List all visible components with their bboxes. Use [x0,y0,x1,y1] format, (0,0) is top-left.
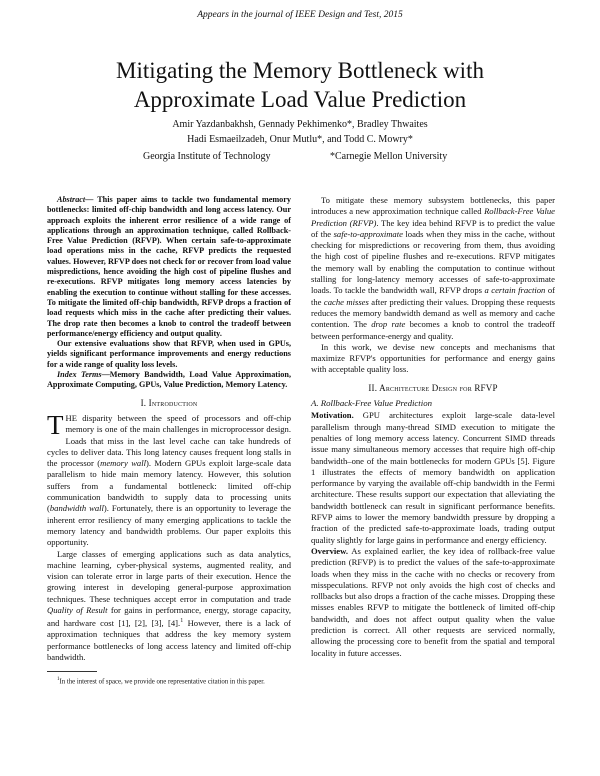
left-column [47,195,291,687]
index-terms-text: —Memory Bandwidth, Load Value Approximation, Approximate Computing, GPUs, Value Prediction, Memory Latency. [47,370,291,390]
body-text: becomes a knob to control the tradeoff between performance-energy and quality. [311,319,555,341]
intro-text: ). Fortunately, there is an opportunity to leverage the inherent error resiliency of many emerging applications to tackle the memory latency and bandwidth problems. Our paper exploits this opportunity. [47,503,291,548]
authors-line-2: Hadi Esmaeilzadeh, Onur Mutlu*, and Todd C. Mowry* [187,134,413,145]
subsection-heading-rfvp: A. Rollback-Free Value Prediction [311,398,432,409]
title-line-1: Mitigating the Memory Bottleneck with [116,58,484,83]
intro-text: HE disparity between the speed of processors and off-chip memory is one of the main challenges in microprocessor design. Loads that miss in the last level cache can take hundreds of cycles to deliver data. This long latency causes frequent long stalls in the processor ( [47,412,291,469]
emph-bandwidth-wall: bandwidth wall [49,503,104,514]
footnote [47,675,291,686]
intro-text: ). Modern GPUs exploit large-scale data parallelism to hide main memory latency. However, this solution suffers from a fundamental bottleneck: limited off-chip communication bandwidth to supply data to processing units ( [47,458,292,514]
emph-cache-misses: cache misses [323,296,369,307]
body-text: As explained earlier, the key idea of rollback-free value prediction (RFVP) is to predict the values of the safe-to-approximate loads when they miss in the cache with no checks or recovery from misspeculations. RFVP not only avoids the high cost of checks and rollbacks but also drops a fraction of the cache misses. Dropping these misses enables RFVP to mitigate the bottleneck of limited off-chip bandwidth, and does not affect output quality when the value prediction is correct. All other requests are serviced normally, allowing the processing core to benefit from the spatial and temporal locality in future accesses. [311,545,555,658]
intro-text: for gains in performance, energy, storage capacity, and hardware cost [1], [2], [3], [4]. [47,604,291,629]
title-line-2: Approximate Load Value Prediction [133,87,467,112]
emph-rfvp: Rollback-Free Value Prediction (RFVP) [311,206,555,228]
emph-certain-fraction: a certain fraction [484,285,546,296]
affiliation-cmu: *Carnegie Mellon University [330,151,448,162]
journal-header: Appears in the journal of IEEE Design and Test, 2015 [197,10,403,20]
right-paragraph-1 [311,195,555,342]
intro-text: Large classes of emerging applications such as data analytics, machine learning, cyber-physical systems, augmented reality, and vision can tolerate error in large parts of their execution. Hence the growing interest in developing general-purpose approximation techniques. These techniques accept error in computation and trade [47,548,291,604]
right-column [311,195,555,659]
footnote-ref: 1 [180,618,184,625]
intro-paragraph-1 [47,409,292,549]
emph-memory-wall: memory wall [100,458,146,469]
authors-line-1: Amir Yazdanbakhsh, Gennady Pekhimenko*, Bradley Thwaites [172,119,428,130]
intro-text: However, there is a lack of approximation techniques that address the key memory system performance bottlenecks of long access latency and limited off-chip bandwidth. [47,618,291,663]
body-text: . The key idea behind RFVP is to predict the value of the [311,217,555,239]
motivation-lead: Motivation. [311,410,354,421]
intro-paragraph-2 [47,549,291,664]
emph-safe-to-approximate: safe-to-approximate [333,228,403,239]
emph-drop-rate: drop rate [371,319,406,330]
emph-quality-of-result: Quality of Result [47,604,108,615]
abstract-paragraph-2: Our extensive evaluations show that RFVP, when used in GPUs, yields significant performance improvements and energy reductions for a wide range of quality loss levels. [47,339,291,369]
footnote-text: In the interest of space, we provide one representative citation in this paper. [59,678,265,686]
footnote-divider [47,671,97,672]
motivation-paragraph [311,410,555,546]
section-heading-architecture: II. Architecture Design for RFVP [368,382,498,393]
body-text: of the [311,285,556,307]
drop-cap: T [47,409,64,440]
body-text: To mitigate these memory subsystem bottlenecks, this paper introduces a new approximation technique called [311,195,555,217]
footnote-mark: 1 [57,677,60,683]
abstract-paragraph [47,195,291,339]
body-text: after predicting their values. Dropping these requests reduces the memory bandwidth demand as well as memory and cache contention. The [311,296,555,330]
author-list [60,117,540,147]
overview-lead: Overview. [311,545,348,556]
body-text: GPU architectures exploit large-scale data-level parallelism through many-thread SIMD execution to mitigate the penalties of long memory access latency. Concurrent SIMD threads issue many simultaneous memory accesses that require high off-chip bandwidth–one of the main bottlenecks for modern GPUs [5]. Figure 1 illustrates the effects of memory bandwidth on application performance by varying the available off-chip bandwidth in the Fermi architecture. These results support our expectation that alleviating the bandwidth bottleneck can result in significant performance benefits. RFVP aims to lower the memory bandwidth pressure by dropping a fraction of the predicted safe-to-approximate loads, trading output quality slightly for large gains in performance and energy efficiency. [311,410,555,545]
index-terms-lead: Index Terms [57,370,102,380]
paper-title [40,56,560,114]
affiliation-georgia-tech: Georgia Institute of Technology [143,151,271,162]
overview-paragraph [311,546,555,659]
abstract-text: This paper aims to tackle two fundamental memory bottlenecks: limited off-chip bandwidth and long access latency. Our approach exploits the inherent error resilience of a wide range of applications through an approximation technique, called Rollback-Free Value Prediction (RFVP). When certain safe-to-approximate load operations miss in the cache, RFVP predicts the requested values. However, RFVP does not check for or recover from load value mispredictions, hence avoiding the high cost of pipeline flushes and re-executions. RFVP mitigates long memory access latencies by enabling the execution to continue without stalling for these accesses. To mitigate the limited off-chip bandwidth, RFVP drops a fraction of load requests which miss in the cache after predicting their values. The drop rate then becomes a knob to control the tradeoff between performance/energy efficiency and output quality. [47,195,291,338]
abstract-lead: Abstract— [57,195,94,204]
body-text: loads when they miss in the cache, without checking for mispredictions or recovering from them, thus avoiding the high cost of pipeline flushes and re-executions. RFVP mitigates the memory wall by enabling the computation to continue without stalling for long-latency memory accesses of safe-to-approximate loads. To tackle the bandwidth wall, RFVP drops [311,228,555,296]
index-terms [47,370,291,391]
section-heading-introduction: I. Introduction [140,397,198,408]
right-paragraph-2: In this work, we devise new concepts and mechanisms that maximize RFVP's opportunities for performance and energy gains with acceptable quality loss. [311,341,555,375]
